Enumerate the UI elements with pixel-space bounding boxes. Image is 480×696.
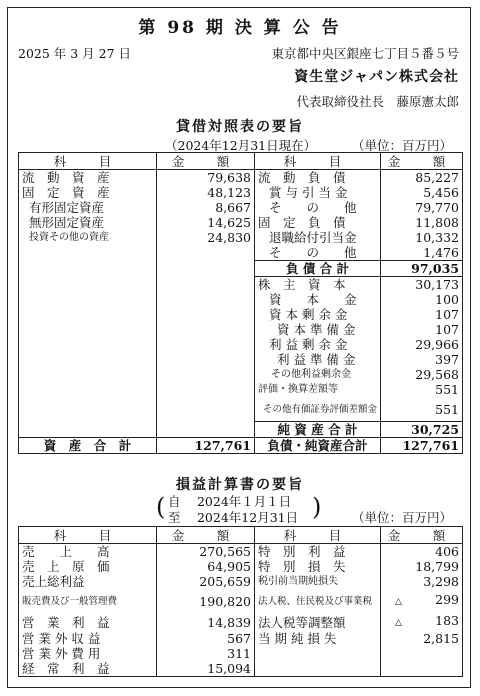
bs-equity-value: 551 — [381, 397, 463, 422]
is-unit: （単位：百万円） — [351, 510, 452, 525]
bs-liabilities-total-value: 97,035 — [381, 261, 463, 277]
bs-liab-label: そ の 他 — [255, 200, 381, 215]
bs-equity-label: その他利益剰余金 — [255, 367, 381, 382]
bs-equity-label: その他有価証券評価差額金 — [255, 397, 381, 422]
is-right-label: 特 別 損 失 — [255, 559, 381, 574]
bs-liab-label: 退職給付引当金 — [255, 230, 381, 245]
bs-liab-label: 固 定 負 債 — [255, 215, 381, 230]
bs-equity-value: 29,966 — [381, 337, 463, 352]
bs-liab-label: 流 動 負 債 — [255, 170, 381, 186]
is-left-label: 売 上 原 価 — [19, 559, 157, 574]
bs-asset-value: 79,638 — [157, 170, 255, 186]
is-right-label: 法人税、住民税及び事業税 — [255, 589, 381, 613]
is-left-label: 営 業 外 収 益 — [19, 631, 157, 646]
bs-asset-value: 48,123 — [157, 185, 255, 200]
is-col-amount-left: 金 額 — [157, 527, 255, 544]
bs-equity-label: 利 益 準 備 金 — [255, 352, 381, 367]
bs-liab-label: 賞 与 引 当 金 — [255, 185, 381, 200]
is-col-amount-right: 金 額 — [381, 527, 463, 544]
bs-asset-label: 投資その他の資産 — [19, 230, 157, 245]
is-left-label: 経 常 利 益 — [19, 661, 157, 677]
bs-equity-label: 評価・換算差額等 — [255, 382, 381, 397]
balance-sheet-table — [18, 152, 463, 454]
company-name: 資生堂ジャパン株式会社 — [294, 69, 459, 85]
bs-liab-equity-total-value: 127,761 — [381, 438, 463, 454]
is-left-label: 売上総利益 — [19, 574, 157, 589]
is-right-value: 18,799 — [381, 559, 463, 574]
is-left-label: 営 業 利 益 — [19, 613, 157, 631]
bs-liab-label: そ の 他 — [255, 245, 381, 261]
bs-equity-value: 30,173 — [381, 277, 463, 293]
representative: 代表取締役社長 藤原憲太郎 — [296, 94, 459, 109]
is-right-value: 2,815 — [381, 631, 463, 646]
bs-liabilities-total-label: 負 債 合 計 — [255, 261, 381, 277]
is-right-label: 法人税等調整額 — [255, 613, 381, 631]
is-right-label: 当 期 純 損 失 — [255, 631, 381, 646]
is-right-label: 税引前当期純損失 — [255, 574, 381, 589]
negative-mark: △ — [395, 618, 402, 628]
is-left-value: 205,659 — [157, 574, 255, 589]
bs-title: 貸借対照表の要旨 — [176, 119, 304, 135]
is-left-value: 270,565 — [157, 544, 255, 560]
is-col-item-left: 科 目 — [19, 527, 157, 544]
bs-liab-value: 5,456 — [381, 185, 463, 200]
is-right-value: △ 299 — [381, 589, 463, 613]
bs-col-amount-right: 金 額 — [381, 153, 463, 170]
is-left-label: 売 上 高 — [19, 544, 157, 560]
bs-as-of: （2024年12月31日現在） — [165, 138, 317, 153]
bs-equity-value: 100 — [381, 292, 463, 307]
is-left-value: 311 — [157, 646, 255, 661]
bs-col-item-left: 科 目 — [19, 153, 157, 170]
bs-liab-value: 11,808 — [381, 215, 463, 230]
bs-equity-label: 資 本 金 — [255, 292, 381, 307]
is-title: 損益計算書の要旨 — [176, 477, 304, 493]
negative-mark: △ — [395, 597, 402, 607]
bs-asset-value: 8,667 — [157, 200, 255, 215]
is-period-bracket: ( — [156, 493, 166, 521]
bs-liab-equity-total-label: 負債・純資産合計 — [255, 438, 381, 454]
bs-equity-value: 29,568 — [381, 367, 463, 382]
bs-liab-value: 1,476 — [381, 245, 463, 261]
bs-equity-label: 株 主 資 本 — [255, 277, 381, 293]
is-period-to: 至 2024年12月31日 — [168, 510, 299, 525]
bs-equity-value: 551 — [381, 382, 463, 397]
bs-asset-value: 14,625 — [157, 215, 255, 230]
is-col-item-right: 科 目 — [255, 527, 381, 544]
bs-equity-total-value: 30,725 — [381, 422, 463, 438]
is-left-value: 567 — [157, 631, 255, 646]
bs-asset-label: 無形固定資産 — [19, 215, 157, 230]
bs-equity-label: 資 本 準 備 金 — [255, 322, 381, 337]
is-right-label: 特 別 利 益 — [255, 544, 381, 560]
bs-assets-total-value: 127,761 — [157, 438, 255, 454]
page-title: 第 98 期 決 算 公 告 — [138, 18, 342, 38]
is-right-value: 3,298 — [381, 574, 463, 589]
bs-asset-label: 固 定 資 産 — [19, 185, 157, 200]
is-period-from: 自 2024年１月１日 — [168, 494, 292, 509]
bs-assets-total-label: 資 産 合 計 — [19, 438, 157, 454]
bs-col-amount-left: 金 額 — [157, 153, 255, 170]
bs-liab-value: 10,332 — [381, 230, 463, 245]
is-left-value: 64,905 — [157, 559, 255, 574]
bs-liab-value: 85,227 — [381, 170, 463, 186]
income-statement-table — [18, 526, 463, 677]
bs-asset-value: 24,830 — [157, 230, 255, 245]
is-left-value: 190,820 — [157, 589, 255, 613]
company-address: 東京都中央区銀座七丁目５番５号 — [271, 46, 459, 61]
bs-equity-total-label: 純 資 産 合 計 — [255, 422, 381, 438]
is-left-value: 14,839 — [157, 613, 255, 631]
bs-equity-value: 107 — [381, 322, 463, 337]
is-left-value: 15,094 — [157, 661, 255, 677]
bs-unit: （単位：百万円） — [351, 138, 452, 153]
bs-equity-value: 107 — [381, 307, 463, 322]
is-left-label: 営 業 外 費 用 — [19, 646, 157, 661]
bs-equity-label: 利 益 剰 余 金 — [255, 337, 381, 352]
is-left-label: 販売費及び一般管理費 — [19, 589, 157, 613]
announcement-date: 2025 年 3 月 27 日 — [18, 46, 132, 61]
bs-equity-value: 397 — [381, 352, 463, 367]
bs-liab-value: 79,770 — [381, 200, 463, 215]
is-right-value: 406 — [381, 544, 463, 560]
is-period-bracket-close: ) — [312, 493, 322, 521]
bs-asset-label: 有形固定資産 — [19, 200, 157, 215]
bs-equity-label: 資 本 剰 余 金 — [255, 307, 381, 322]
bs-col-item-right: 科 目 — [255, 153, 381, 170]
bs-asset-label: 流 動 資 産 — [19, 170, 157, 186]
is-right-value: △ 183 — [381, 613, 463, 631]
